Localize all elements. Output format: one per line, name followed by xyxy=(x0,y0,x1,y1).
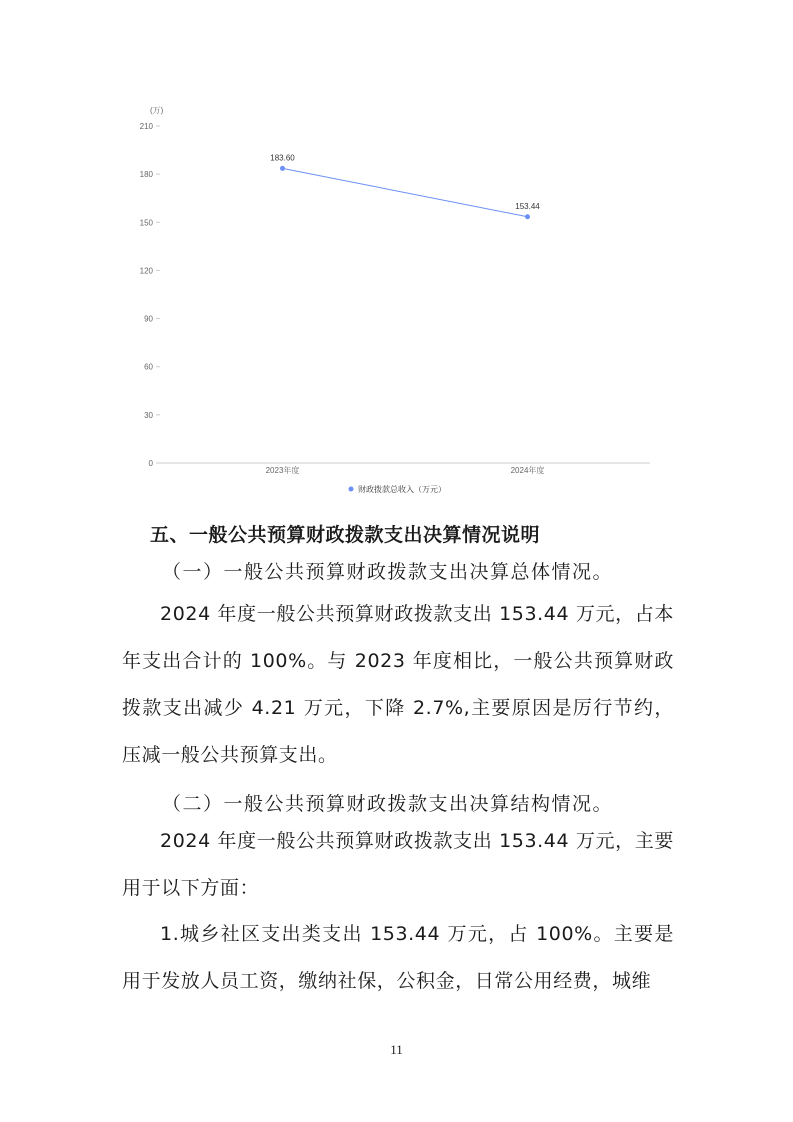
series-layer xyxy=(270,153,540,219)
subsection-heading-1: （一）一般公共预算财政拨款支出决算总体情况。 xyxy=(162,561,614,583)
data-point[interactable] xyxy=(280,166,285,171)
paragraph-1: 2024 年度一般公共预算财政拨款支出 153.44 万元，占本年支出合计的 100%。与 2023 年度相比，一般公共预算财政拨款支出减少 4.21 万元，下降 2.7%,主要原因是厉行节约，压减一般公共预算支出。 xyxy=(122,603,674,766)
y-tick-label: 30 xyxy=(144,410,153,420)
x-axis xyxy=(266,465,545,475)
x-tick-label: 2023年度 xyxy=(265,466,300,475)
legend-label: 财政拨款总收入（万元） xyxy=(358,485,446,494)
y-tick-label: 120 xyxy=(139,266,153,276)
y-tick-label: 0 xyxy=(148,459,153,468)
section-heading: 五、一般公共预算财政拨款支出决算情况说明 xyxy=(150,524,541,546)
chart-legend[interactable] xyxy=(349,484,447,494)
y-tick-label: 180 xyxy=(139,170,153,180)
paragraph-3: 1.城乡社区支出类支出 153.44 万元，占 100%。主要是用于发放人员工资，缴纳社保，公积金，日常公用经费，城维 xyxy=(122,923,674,992)
legend-marker xyxy=(349,487,354,492)
page-number: 11 xyxy=(390,1042,403,1057)
y-tick-label: 150 xyxy=(139,218,153,228)
y-tick-label: 60 xyxy=(144,362,153,372)
y-tick-label: 210 xyxy=(139,122,153,131)
subsection-heading-2: （二）一般公共预算财政拨款支出决算结构情况。 xyxy=(162,793,614,815)
y-axis-unit-label: (万) xyxy=(150,106,164,115)
data-point[interactable] xyxy=(525,214,530,219)
data-label: 153.44 xyxy=(515,201,540,211)
y-tick-label: 90 xyxy=(144,314,153,324)
x-tick-label: 2024年度 xyxy=(510,466,545,475)
data-label: 183.60 xyxy=(270,153,295,163)
paragraph-2: 2024 年度一般公共预算财政拨款支出 153.44 万元，主要用于以下方面： xyxy=(122,830,674,899)
y-axis xyxy=(140,122,160,468)
series-line xyxy=(283,168,528,216)
line-chart xyxy=(0,0,793,505)
